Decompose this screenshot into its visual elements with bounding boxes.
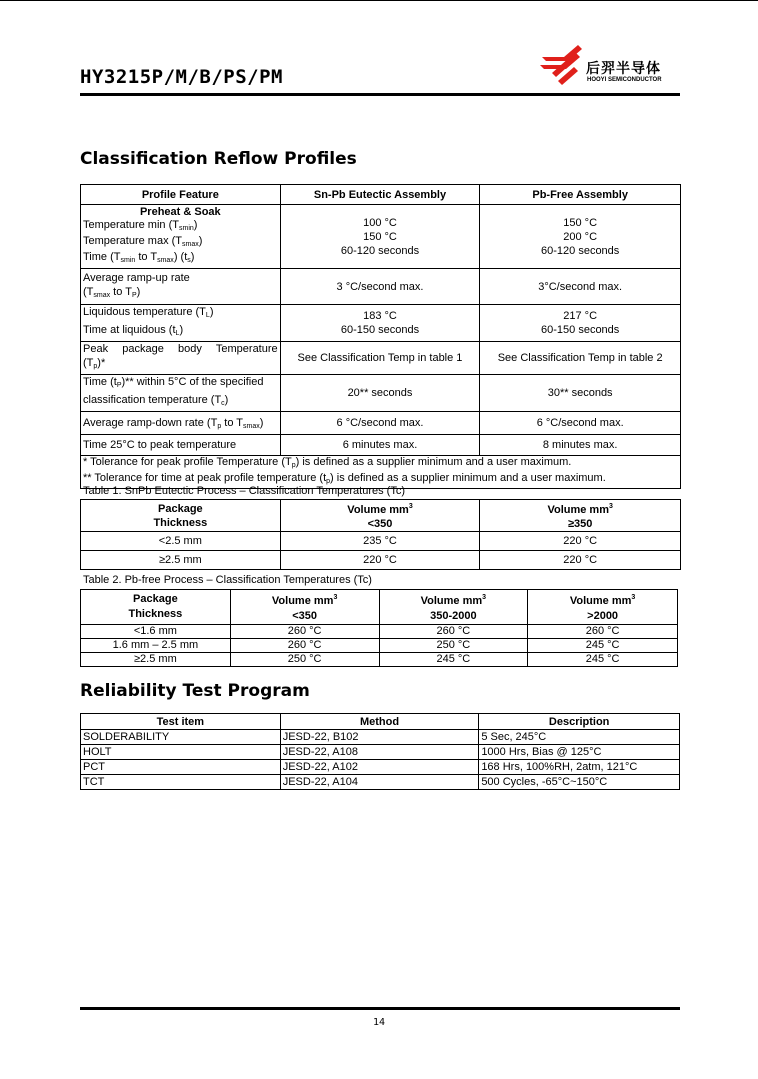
table-row (81, 500, 681, 532)
reflow-section-title: Classification Reflow Profiles (80, 149, 357, 169)
liquidous-cell: Liquidous temperature $(T_L)$ Time at liquidous $(t_L)$ (81, 305, 281, 342)
table-row: 1.6 mm – 2.5 mm 260 °C 250 °C 245 °C (81, 639, 678, 653)
peak-pbfree: See Classification Temp in table 2 (480, 342, 681, 375)
time-peak-snpb: 20** seconds (280, 375, 480, 412)
table-row: ≥2.5 mm 220 °C 220 °C (81, 551, 681, 570)
preheat-title: Preheat & Soak (139, 206, 221, 218)
table-row (81, 185, 681, 205)
time25-cell: Time 25°C to peak temperature (81, 435, 281, 456)
rampdown-pbfree: 6 °C/second max. (480, 412, 681, 435)
time25-pbfree: 8 minutes max. (480, 435, 681, 456)
table-row (81, 456, 681, 489)
table-row: TCT JESD-22, A104 500 Cycles, -65°C~150°C (81, 775, 680, 790)
table-row (81, 412, 681, 435)
preheat-cell (81, 205, 281, 269)
table-row: <2.5 mm 235 °C 220 °C (81, 532, 681, 551)
table-row (81, 342, 681, 375)
rel-header-description: Description (479, 714, 680, 730)
table1-snpb-temps (80, 499, 681, 570)
table-row (81, 590, 678, 625)
reliability-table (80, 713, 680, 790)
page-number: 14 (372, 1017, 386, 1028)
t1-header-package: Package Thickness (81, 500, 281, 532)
liquidous-snpb: 183 °C 60-150 seconds (280, 305, 480, 342)
rel-header-test: Test item (81, 714, 281, 730)
logo-chinese-text: 后羿半导体 (586, 61, 661, 77)
header-rule (80, 93, 680, 96)
t2-header-vol-gt2000: Volume $mm^3$ >2000 (528, 590, 678, 625)
table-row: PCT JESD-22, A102 168 Hrs, 100%RH, 2atm, 121°C (81, 760, 680, 775)
table-row (81, 205, 681, 269)
table-row: ≥2.5 mm 250 °C 245 °C 245 °C (81, 653, 678, 667)
table-row (81, 714, 680, 730)
table-row (81, 375, 681, 412)
table-row (81, 305, 681, 342)
table-row (81, 435, 681, 456)
preheat-line: Time ($T_{smin}$ to $T_{smax}$) $(t_s)$ (83, 251, 195, 264)
footer-rule (80, 1007, 680, 1010)
header-snpb: Sn-Pb Eutectic Assembly (280, 185, 480, 205)
tolerance-notes (81, 456, 681, 489)
reliability-section-title: Reliability Test Program (80, 681, 310, 701)
rampdown-cell: Average ramp-down rate ($T_p$ to $T_{smax}$) (81, 412, 281, 435)
peak-snpb: See Classification Temp in table 1 (280, 342, 480, 375)
t1-header-vol-ge350: Volume $mm^3$ ≥350 (480, 500, 681, 532)
rampdown-snpb: 6 °C/second max. (280, 412, 480, 435)
liquidous-pbfree: 217 °C 60-150 seconds (480, 305, 681, 342)
t2-header-vol-350-2000: Volume $mm^3$ 350-2000 (379, 590, 528, 625)
preheat-snpb: 100 °C 150 °C 60-120 seconds (280, 205, 480, 269)
t2-header-vol-lt350: Volume $mm^3$ <350 (230, 590, 379, 625)
t1-header-vol-lt350: Volume $mm^3$ <350 (280, 500, 480, 532)
header-pbfree: Pb-Free Assembly (480, 185, 681, 205)
logo-english-text: HOOYI SEMICONDUCTOR (587, 77, 662, 83)
table-row: SOLDERABILITY JESD-22, B102 5 Sec, 245°C (81, 730, 680, 745)
t2-header-package: Package Thickness (81, 590, 231, 625)
header-profile-feature: Profile Feature (81, 185, 281, 205)
note-peak-temp: * Tolerance for peak profile Temperature $(T_p)$ is defined as a supplier minimum and a user maximum. (83, 456, 572, 469)
rampup-cell: Average ramp-up rate ($T_{smax}$ to $T_P$) (81, 269, 281, 305)
table1-caption: Table 1. SnPb Eutectic Process – Classification Temperatures (Tc) (83, 485, 405, 497)
time25-snpb: 6 minutes max. (280, 435, 480, 456)
preheat-pbfree: 150 °C 200 °C 60-120 seconds (480, 205, 681, 269)
table2-caption: Table 2. Pb-free Process – Classification Temperatures (Tc) (83, 574, 372, 586)
table-row: HOLT JESD-22, A108 1000 Hrs, Bias @ 125°C (81, 745, 680, 760)
rel-header-method: Method (280, 714, 479, 730)
reflow-profile-table (80, 184, 681, 489)
company-logo (538, 43, 680, 85)
table2-pbfree-temps (80, 589, 678, 667)
part-number: HY3215P/M/B/PS/PM (80, 66, 283, 88)
peak-cell: Peak package body Temperature $(T_p)*$ (81, 342, 281, 375)
preheat-line: Temperature $\min (T_{smin})$ (83, 219, 198, 232)
time-peak-pbfree: 30** seconds (480, 375, 681, 412)
top-rule (0, 0, 758, 1)
rampup-snpb: 3 °C/second max. (280, 269, 480, 305)
note-peak-time: ** Tolerance for time at peak profile temperature $(t_p)$ is defined as a supplier minimum and a user maximum. (83, 472, 606, 485)
table-row (81, 269, 681, 305)
logo-mark-icon (538, 43, 584, 85)
preheat-line: Temperature $\max (T_{smax})$ (83, 235, 203, 248)
time-peak-cell: Time $(t_P)**$ within 5°C of the specified classification temperature $(T_c)$ (81, 375, 281, 412)
table-row: <1.6 mm 260 °C 260 °C 260 °C (81, 625, 678, 639)
rampup-pbfree: 3°C/second max. (480, 269, 681, 305)
